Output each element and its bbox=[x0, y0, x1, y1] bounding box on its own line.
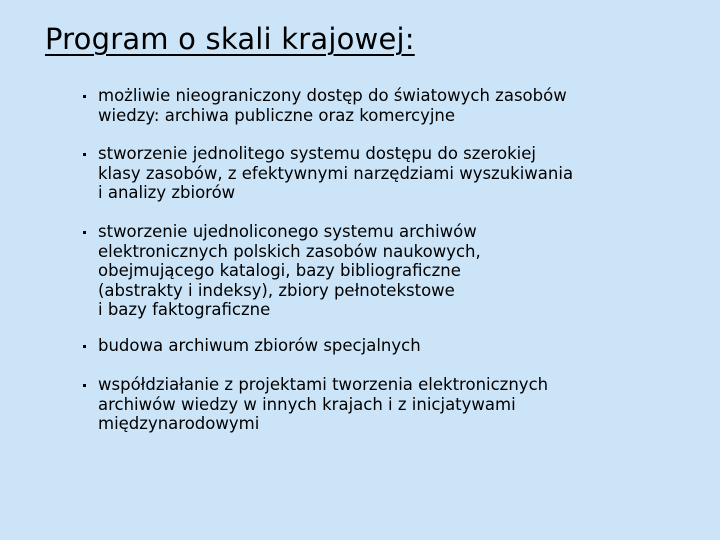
bullet-line-rest: klasy zasobów, z efektywnymi narzędziami wyszukiwania i analizy zbiorów bbox=[98, 163, 574, 202]
bullet-icon bbox=[83, 231, 86, 234]
bullet-line-first: stworzenie ujednoliconego systemu archiwów bbox=[98, 222, 477, 241]
slide-title: Program o skali krajowej: bbox=[45, 22, 415, 56]
bullet-item bbox=[80, 86, 567, 125]
bullet-line-first: stworzenie jednolitego systemu dostępu do szerokiej bbox=[98, 144, 536, 163]
bullet-line-rest: elektronicznych polskich zasobów naukowych, obejmującego katalogi, bazy bibliograficzne (abstrakty i indeksy), zbiory pełnotekstowe i bazy faktograficzne bbox=[98, 241, 481, 319]
bullet-icon bbox=[83, 384, 86, 387]
bullet-line-first: budowa archiwum zbiorów specjalnych bbox=[98, 336, 421, 355]
bullet-item bbox=[80, 144, 573, 203]
bullet-line-first: możliwie nieograniczony dostęp do światowych zasobów bbox=[98, 86, 567, 105]
bullet-item bbox=[80, 375, 548, 434]
bullet-item bbox=[80, 222, 481, 320]
bullet-line-first: współdziałanie z projektami tworzenia elektronicznych bbox=[98, 375, 549, 394]
bullet-line-rest: archiwów wiedzy w innych krajach i z inicjatywami międzynarodowymi bbox=[98, 394, 516, 433]
bullet-icon bbox=[83, 345, 86, 348]
bullet-item bbox=[80, 336, 421, 356]
bullet-icon bbox=[83, 153, 86, 156]
bullet-icon bbox=[83, 95, 86, 98]
bullet-line-rest: wiedzy: archiwa publiczne oraz komercyjne bbox=[98, 105, 456, 125]
